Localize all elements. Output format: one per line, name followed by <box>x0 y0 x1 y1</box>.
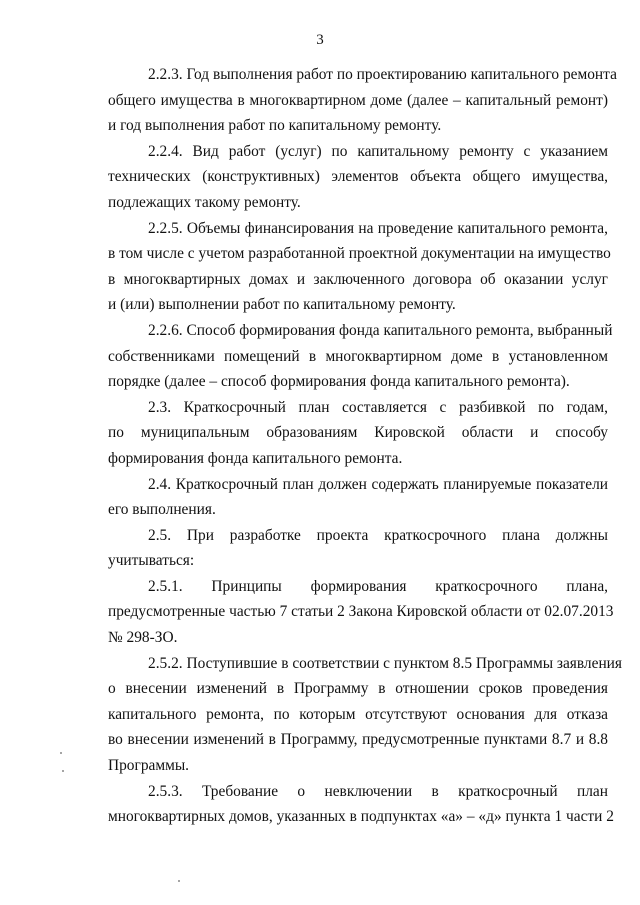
text-line: собственниками помещений в многоквартирном доме в установленном <box>108 347 608 365</box>
text-line: его выполнения. <box>108 501 216 519</box>
scan-speck <box>60 752 62 754</box>
text-line: о внесении изменений в Программу в отношении сроков проведения <box>108 680 608 698</box>
paragraph-2-5-2 <box>108 651 622 779</box>
scan-speck <box>178 880 180 882</box>
text-line: в многоквартирных домах и заключенного договора об оказании услуг <box>108 270 608 288</box>
text-line: формирования фонда капитального ремонта. <box>108 449 403 467</box>
text-line: и год выполнения работ по капитальному ремонту. <box>108 117 442 135</box>
text-line: № 298-ЗО. <box>108 629 178 647</box>
text-line: 2.5. При разработке проекта краткосрочного плана должны <box>148 526 608 544</box>
text-line: 2.2.4. Вид работ (услуг) по капитальному ремонту с указанием <box>148 142 608 160</box>
text-line: 2.5.3. Требование о невключении в краткосрочный план <box>148 782 608 800</box>
paragraph-2-3 <box>108 395 608 472</box>
paragraph-2-2-6 <box>108 318 613 395</box>
page-number: 3 <box>316 32 324 48</box>
paragraph-2-2-5 <box>108 216 611 318</box>
text-line: технических (конструктивных) элементов объекта общего имущества, <box>108 168 608 186</box>
text-line: в том числе с учетом разработанной проектной документации на имущество <box>108 245 611 263</box>
text-line: 2.3. Краткосрочный план составляется с разбивкой по годам, <box>148 398 608 416</box>
text-line: по муниципальным образованиям Кировской области и способу <box>108 424 608 442</box>
text-line: порядке (далее – способ формирования фонда капитального ремонта). <box>108 373 570 391</box>
text-line: подлежащих такому ремонту. <box>108 193 301 211</box>
text-line: капитального ремонта, по которым отсутствуют основания для отказа <box>108 705 608 723</box>
text-line: 2.2.5. Объемы финансирования на проведение капитального ремонта, <box>148 219 608 237</box>
text-line: 2.4. Краткосрочный план должен содержать планируемые показатели <box>148 475 608 493</box>
text-line: общего имущества в многоквартирном доме (далее – капитальный ремонт) <box>108 91 608 109</box>
text-line: во внесении изменений в Программу, предусмотренные пунктами 8.7 и 8.8 <box>108 731 608 749</box>
paragraph-2-5-1 <box>108 574 614 651</box>
text-line: предусмотренные частью 7 статьи 2 Закона Кировской области от 02.07.2013 <box>108 603 614 621</box>
text-line: Программы. <box>108 757 190 775</box>
paragraph-2-5-3 <box>108 779 614 830</box>
text-line: учитываться: <box>108 552 195 570</box>
paragraph-2-2-4 <box>108 139 608 216</box>
text-line: 2.2.3. Год выполнения работ по проектированию капитального ремонта <box>148 66 617 83</box>
text-line: и (или) выполнении работ по капитальному ремонту. <box>108 296 456 314</box>
text-line: 2.5.1. Принципы формирования краткосрочного плана, <box>148 577 608 595</box>
document-body <box>108 62 622 830</box>
text-line: 2.5.2. Поступившие в соответствии с пунктом 8.5 Программы заявления <box>148 654 622 672</box>
paragraph-2-4 <box>108 472 608 523</box>
paragraph-2-5 <box>108 523 608 574</box>
text-line: многоквартирных домов, указанных в подпунктах «а» – «д» пункта 1 части 2 <box>108 808 614 826</box>
paragraph-2-2-3 <box>108 62 617 139</box>
scan-speck <box>62 770 64 772</box>
text-line: 2.2.6. Способ формирования фонда капитального ремонта, выбранный <box>148 321 613 339</box>
